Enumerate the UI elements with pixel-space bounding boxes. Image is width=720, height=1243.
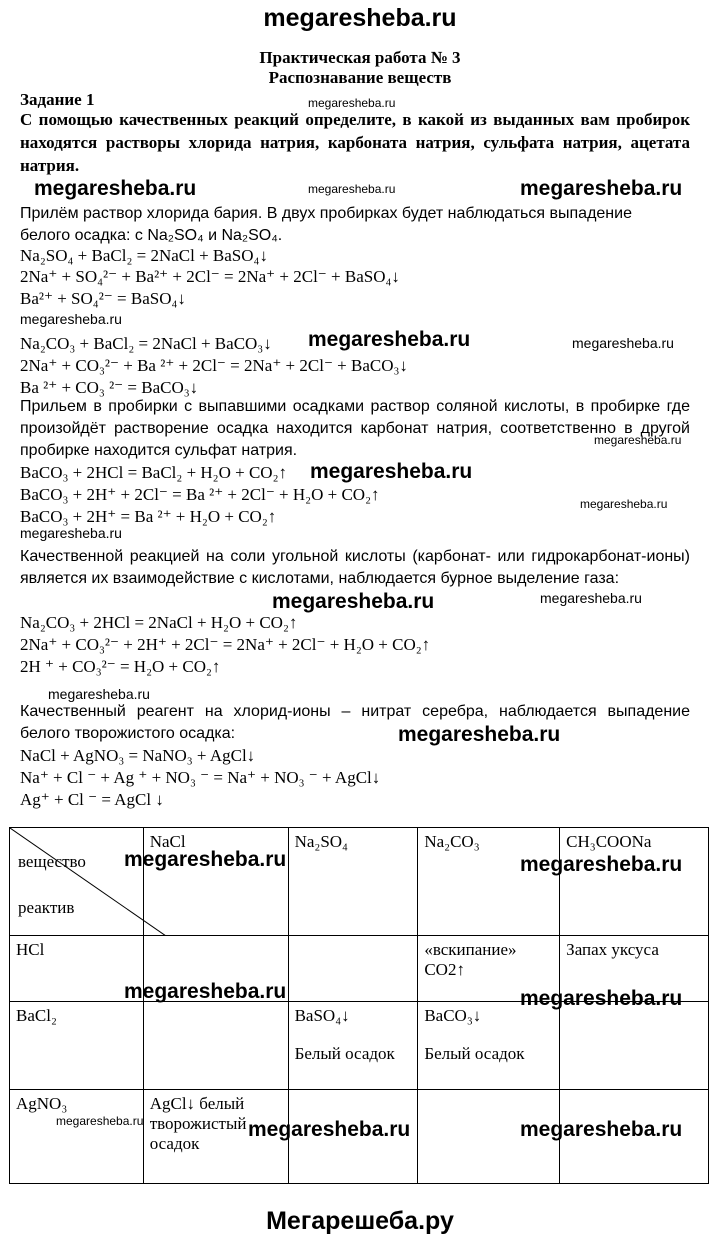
column-header-nacl: NaCl (143, 828, 288, 936)
watermark: megaresheba.ru (48, 686, 150, 702)
cell-bacl2-na2co3 (418, 1002, 560, 1090)
cell-bacl2-na2so4-formula: BaSO₄↓ (294, 1006, 350, 1025)
equation-15: Ag⁺ + Cl ⁻ = AgCl ↓ (20, 790, 164, 809)
paragraph-1-line-1: Прилём раствор хлорида бария. В двух пробирках будет наблюдаться выпадение (20, 205, 632, 222)
equation-2: 2Na⁺ + SO₄²⁻ + Ba²⁺ + 2Cl⁻ = 2Na⁺ + 2Cl⁻ + BaSO₄↓ (20, 267, 400, 286)
paragraph-1-line-2: белого осадка: с Na₂SO₄ и Na₂SO₄. (20, 227, 283, 244)
watermark: megaresheba.ru (272, 590, 435, 613)
paragraph-3: Качественной реакцией на соли угольной кислоты (карбонат- или гидрокарбонат-ионы) является их взаимодействие с кислотами, наблюдается бурное выделение газа: (20, 548, 690, 587)
site-header: megaresheba.ru (263, 4, 457, 32)
table-row-bacl2 (10, 1002, 709, 1090)
watermark: megaresheba.ru (20, 311, 122, 327)
watermark: megaresheba.ru (34, 177, 197, 200)
cell-hcl-na2co3: «вскипание» CO2↑ (418, 936, 560, 1002)
paragraph-1 (20, 203, 690, 247)
cell-hcl-ch3coona: Запах уксуса (560, 936, 709, 1002)
watermark: megaresheba.ru (520, 853, 683, 876)
watermark: megaresheba.ru (580, 497, 668, 511)
cell-bacl2-na2so4 (288, 1002, 418, 1090)
equation-1: Na₂SO₄ + BaCl₂ = 2NaCl + BaSO₄↓ (20, 246, 268, 265)
watermark: megaresheba.ru (124, 980, 287, 1003)
cell-agno3-nacl: AgCl↓ белый творожистый осадок (143, 1090, 288, 1184)
task-label: Задание 1 (20, 90, 95, 109)
watermark: megaresheba.ru (572, 335, 674, 351)
watermark: megaresheba.ru (308, 96, 396, 110)
table-header-row (10, 828, 709, 936)
watermark: megaresheba.ru (594, 433, 682, 447)
site-footer: Мегарешеба.ру (266, 1207, 454, 1235)
watermark: megaresheba.ru (520, 987, 683, 1010)
cell-bacl2-na2co3-note: Белый осадок (424, 1044, 525, 1063)
table-corner-cell (10, 828, 144, 936)
watermark: megaresheba.ru (124, 848, 287, 871)
cell-hcl-na2so4 (288, 936, 418, 1002)
equation-12: 2H ⁺ + CO₃²⁻ = H₂O + CO₂↑ (20, 657, 221, 676)
cell-bacl2-ch3coona (560, 1002, 709, 1090)
watermark: megaresheba.ru (540, 590, 642, 606)
work-subtitle: Распознавание веществ (268, 68, 452, 87)
column-header-na2co3: Na₂CO₃ (418, 828, 560, 936)
equation-6: Ba ²⁺ + CO₃ ²⁻ = BaCO₃↓ (20, 378, 199, 397)
watermark: megaresheba.ru (308, 182, 396, 196)
row-reagent-bacl2: BaCl₂ (10, 1002, 144, 1090)
column-header-ch3coona: CH₃COONa (560, 828, 709, 936)
equation-5: 2Na⁺ + CO₃²⁻ + Ba ²⁺ + 2Cl⁻ = 2Na⁺ + 2Cl⁻ + BaCO₃↓ (20, 356, 408, 375)
cell-bacl2-nacl (143, 1002, 288, 1090)
watermark: megaresheba.ru (520, 1118, 683, 1141)
watermark: megaresheba.ru (308, 328, 471, 351)
column-header-na2so4: Na₂SO₄ (288, 828, 418, 936)
cell-bacl2-na2so4-note: Белый осадок (294, 1044, 395, 1063)
equation-14: Na⁺ + Cl ⁻ + Ag ⁺ + NO₃ ⁻ = Na⁺ + NO₃ ⁻ + AgCl↓ (20, 768, 381, 787)
equation-7: BaCO₃ + 2HCl = BaCl₂ + H₂O + CO₂↑ (20, 463, 288, 482)
paragraph-4: Качественный реагент на хлорид-ионы – нитрат серебра, наблюдается выпадение белого творожистого осадка: (20, 703, 690, 742)
equation-4: Na₂CO₃ + BaCl₂ = 2NaCl + BaCO₃↓ (20, 334, 272, 353)
watermark: megaresheba.ru (248, 1118, 411, 1141)
watermark: megaresheba.ru (20, 525, 122, 541)
watermark: megaresheba.ru (520, 177, 683, 200)
row-reagent-hcl: HCl (10, 936, 144, 1002)
equation-9: BaCO₃ + 2H⁺ = Ba ²⁺ + H₂O + CO₂↑ (20, 507, 277, 526)
watermark: megaresheba.ru (310, 460, 473, 483)
equation-10: Na₂CO₃ + 2HCl = 2NaCl + H₂O + CO₂↑ (20, 613, 298, 632)
work-title: Практическая работа № 3 (259, 48, 461, 67)
equation-3: Ba²⁺ + SO₄²⁻ = BaSO₄↓ (20, 289, 186, 308)
corner-substance-label: вещество (18, 852, 86, 871)
row-reagent-agno3: AgNO₃ (10, 1090, 144, 1184)
diagonal-line (10, 828, 166, 936)
task-question: С помощью качественных реакций определите, в какой из выданных вам пробирок находятся растворы хлорида натрия, карбоната натрия, сульфата натрия, ацетата натрия. (20, 110, 690, 175)
equation-11: 2Na⁺ + CO₃²⁻ + 2H⁺ + 2Cl⁻ = 2Na⁺ + 2Cl⁻ + H₂O + CO₂↑ (20, 635, 431, 654)
paragraph-2: Прильем в пробирки с выпавшими осадками раствор соляной кислоты, в пробирке где произойдёт растворение осадка находится карбонат натрия, соответственно в другой пробирке находится сульфат натрия. (20, 398, 690, 459)
equation-8: BaCO₃ + 2H⁺ + 2Cl⁻ = Ba ²⁺ + 2Cl⁻ + H₂O + CO₂↑ (20, 485, 380, 504)
watermark: megaresheba.ru (398, 723, 561, 746)
equation-13: NaCl + AgNO₃ = NaNO₃ + AgCl↓ (20, 746, 256, 765)
cell-bacl2-na2co3-formula: BaCO₃↓ (424, 1006, 482, 1025)
corner-reagent-label: реактив (18, 898, 75, 917)
watermark: megaresheba.ru (56, 1114, 144, 1128)
